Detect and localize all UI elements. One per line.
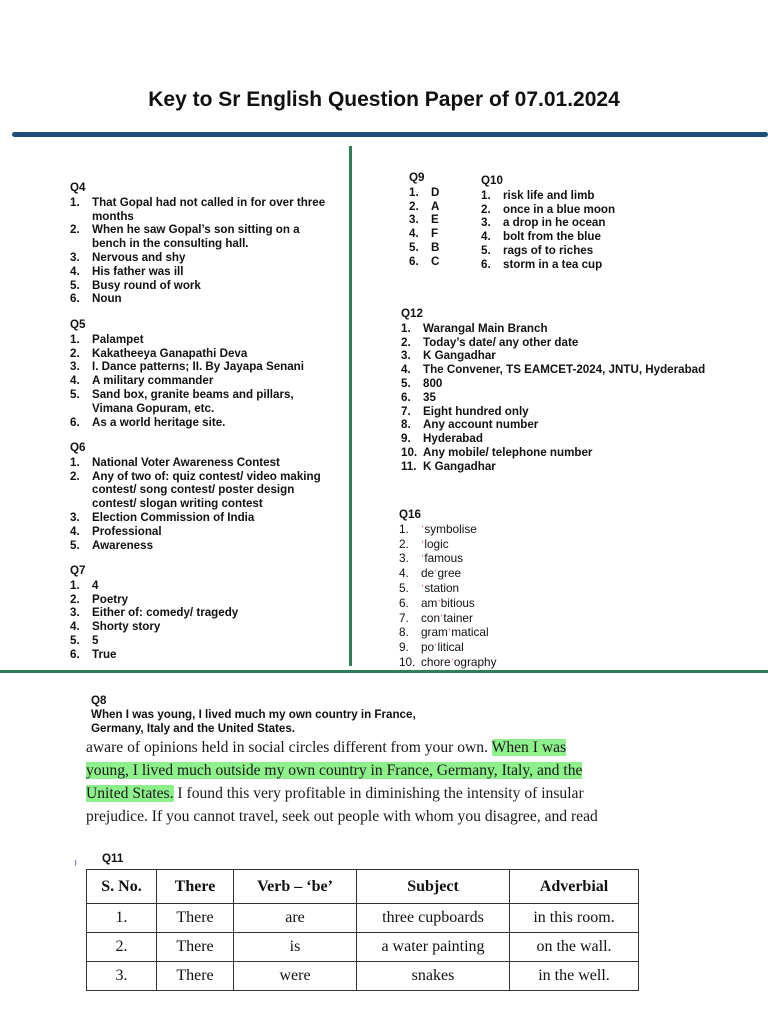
word-part: con [421, 610, 441, 625]
list-item [401, 405, 766, 419]
answer-list [70, 579, 335, 662]
table-cell: in the well. [510, 962, 639, 991]
stress-mark-icon: ˈ [437, 598, 441, 610]
item-number: 5. [399, 580, 409, 595]
item-text: K Gangadhar [423, 459, 496, 473]
table-cell: There [157, 933, 234, 962]
list-item [409, 241, 469, 255]
item-number: 6. [481, 257, 491, 271]
item-number: 3. [409, 213, 419, 227]
item-number: 6. [70, 292, 80, 306]
item-number: 8. [401, 418, 411, 432]
table-cell: a water painting [357, 933, 510, 962]
stress-mark-icon: ˈ [421, 583, 425, 595]
item-number: 6. [70, 415, 80, 429]
list-item [401, 363, 766, 377]
item-text: A military commander [92, 374, 214, 388]
column-header: Verb – ‘be’ [234, 870, 357, 904]
title-rule [12, 132, 768, 137]
item-number: 5. [70, 387, 80, 401]
stress-mark-icon: ˈ [434, 569, 438, 581]
section-divider [0, 670, 768, 673]
question-heading: Q12 [401, 307, 423, 320]
item-text: Any account number [423, 418, 539, 432]
list-item [481, 203, 681, 217]
item-text: Any mobile/ telephone number [423, 445, 593, 459]
word-part: station [424, 580, 460, 595]
scan-mark-icon: ⁾ [74, 858, 77, 872]
list-item [401, 349, 766, 363]
list-item [70, 620, 335, 634]
item-text: I. Dance patterns; II. By Jayapa Senani [92, 360, 304, 374]
answer-block-q6 [70, 441, 335, 552]
table-cell: were [234, 962, 357, 991]
list-item [409, 186, 469, 200]
item-number: 4. [409, 227, 419, 241]
item-number: 9. [401, 432, 411, 446]
stress-mark-icon: ˈ [440, 613, 444, 625]
stress-mark-icon: ˈ [450, 657, 454, 669]
q8-answer: When I was young, I lived much my own country in France, Germany, Italy and the United States. [91, 707, 416, 735]
stress-mark-icon: ˈ [447, 628, 452, 640]
item-text: Noun [92, 292, 122, 306]
item-number: 4. [70, 620, 80, 634]
answer-block-q7 [70, 564, 335, 662]
column-header: S. No. [87, 870, 157, 904]
list-item [70, 579, 335, 593]
item-number: 2. [70, 469, 80, 483]
list-item [409, 227, 469, 241]
item-number: 6. [401, 390, 411, 404]
item-number: 5. [70, 278, 80, 292]
question-heading: Q6 [70, 441, 86, 454]
question-heading: Q16 [399, 508, 421, 521]
list-item [481, 244, 681, 258]
item-number: 5. [70, 538, 80, 552]
question-heading: Q9 [409, 171, 425, 184]
item-text: Poetry [92, 592, 129, 606]
column-header: Subject [357, 870, 510, 904]
word-part: famous [424, 551, 464, 566]
list-item [70, 634, 335, 648]
item-number: 3. [70, 360, 80, 374]
item-number: 3. [399, 551, 409, 566]
list-item [481, 258, 681, 272]
item-text: National Voter Awareness Contest [92, 455, 280, 469]
item-text: D [431, 185, 440, 199]
table-cell: 3. [87, 962, 157, 991]
answer-list [481, 189, 681, 272]
list-item [70, 292, 335, 306]
item-text: Professional [92, 524, 162, 538]
table-cell: on the wall. [510, 933, 639, 962]
table-cell: There [157, 962, 234, 991]
question-heading: Q5 [70, 318, 86, 331]
item-number: 3. [401, 349, 411, 363]
list-item [70, 539, 335, 553]
table-cell: There [157, 904, 234, 933]
list-item [399, 567, 599, 582]
table-cell: snakes [357, 962, 510, 991]
item-number: 4. [481, 230, 491, 244]
excerpt-highlight: When I was young, I lived much outside my own country in France, Germany, Italy, and the United States. [86, 739, 583, 802]
answer-block-q16 [399, 508, 599, 671]
column-header: Adverbial [510, 870, 639, 904]
answer-list [70, 456, 335, 553]
word-part: de [421, 566, 435, 581]
item-number: 1. [70, 578, 80, 592]
item-number: 1. [70, 455, 80, 469]
item-text: Hyderabad [423, 432, 483, 446]
item-number: 1. [399, 521, 409, 536]
answer-block-q10 [481, 174, 681, 272]
item-text: E [431, 213, 439, 227]
answer-block-q4 [70, 181, 335, 306]
list-item [70, 648, 335, 662]
item-number: 6. [409, 254, 419, 268]
item-number: 4. [70, 524, 80, 538]
question-heading: Q10 [481, 174, 503, 187]
item-text: Busy round of work [92, 278, 201, 292]
item-text: Sand box, granite beams and pillars, Vimana Gopuram, etc. [92, 387, 294, 415]
stress-list [399, 523, 599, 671]
list-item [401, 460, 766, 474]
excerpt-cut-line: aware of opinions held in social circles different from your own. [86, 739, 488, 756]
column-header: There [157, 870, 234, 904]
stress-mark-icon: ˈ [434, 643, 438, 655]
item-text: 5 [92, 633, 99, 647]
item-number: 2. [401, 335, 411, 349]
item-number: 3. [481, 216, 491, 230]
item-text: The Convener, TS EAMCET-2024, JNTU, Hyderabad [423, 363, 706, 377]
answer-block-q9 [409, 171, 469, 269]
item-text: B [431, 240, 440, 254]
list-item [399, 597, 599, 612]
word-part: matical [451, 625, 489, 640]
table-cell: in this room. [510, 904, 639, 933]
item-number: 1. [401, 321, 411, 335]
item-number: 7. [399, 610, 409, 625]
question-heading: Q11 [102, 852, 124, 865]
q11-table [86, 869, 639, 991]
list-item [401, 336, 766, 350]
item-number: 5. [401, 376, 411, 390]
scanned-excerpt [86, 736, 606, 828]
list-item [409, 213, 469, 227]
item-number: 1. [70, 195, 80, 209]
item-number: 2. [70, 223, 80, 237]
table-row [87, 904, 639, 933]
table-row [87, 962, 639, 991]
item-number: 7. [401, 404, 411, 418]
item-number: 4. [70, 374, 80, 388]
list-item [481, 230, 681, 244]
list-item [70, 251, 335, 265]
table-cell: are [234, 904, 357, 933]
item-text: Kakatheeya Ganapathi Deva [92, 346, 248, 360]
item-number: 3. [70, 606, 80, 620]
item-number: 5. [409, 240, 419, 254]
item-text: Nervous and shy [92, 250, 186, 264]
item-number: 2. [70, 346, 80, 360]
word-part: gree [437, 566, 462, 581]
word-part: chore [421, 654, 451, 669]
item-text: 800 [423, 376, 443, 390]
answer-list [70, 333, 335, 430]
item-text: bolt from the blue [503, 230, 601, 244]
list-item [399, 538, 599, 553]
item-number: 2. [481, 202, 491, 216]
list-item [70, 416, 335, 430]
answer-list [409, 186, 469, 269]
item-number: 1. [409, 185, 419, 199]
item-number: 4. [401, 363, 411, 377]
item-text: Eight hundred only [423, 404, 529, 418]
item-text: risk life and limb [503, 188, 595, 202]
page-title: Key to Sr English Question Paper of 07.01.2024 [148, 88, 620, 111]
stress-mark-icon: ˈ [421, 554, 425, 566]
list-item [399, 612, 599, 627]
word-part: gram [421, 625, 448, 640]
table-cell: is [234, 933, 357, 962]
list-item [481, 216, 681, 230]
item-text: Either of: comedy/ tragedy [92, 606, 239, 620]
item-text: F [431, 227, 439, 241]
answer-block-q12 [401, 307, 766, 474]
table-header-row [87, 870, 639, 904]
item-text: Shorty story [92, 620, 161, 634]
item-number: 6. [70, 647, 80, 661]
list-item [70, 511, 335, 525]
answer-block-q8 [91, 694, 431, 735]
list-item [481, 189, 681, 203]
item-number: 6. [399, 595, 409, 610]
item-number: 8. [399, 625, 409, 640]
answer-list [401, 322, 766, 474]
word-part: ography [453, 654, 497, 669]
item-text: That Gopal had not called in for over three months [92, 195, 326, 223]
item-number: 3. [70, 510, 80, 524]
list-item [401, 446, 766, 460]
list-item [399, 582, 599, 597]
word-part: bitious [440, 595, 475, 610]
table-row [87, 933, 639, 962]
item-text: When he saw Gopal’s son sitting on a bench in the consulting hall. [92, 223, 300, 251]
answer-block-q5 [70, 318, 335, 429]
item-number: 2. [399, 536, 409, 551]
item-number: 1. [481, 188, 491, 202]
table-cell: three cupboards [357, 904, 510, 933]
word-part: am [421, 595, 438, 610]
word-part: tainer [443, 610, 473, 625]
list-item [70, 525, 335, 539]
list-item [70, 456, 335, 470]
table-cell: 1. [87, 904, 157, 933]
item-number: 10. [401, 445, 418, 459]
item-number: 4. [70, 264, 80, 278]
item-text: Any of two of: quiz contest/ video making contest/ song contest/ poster design contest/ slogan writing contest [92, 469, 321, 511]
item-text: Warangal Main Branch [423, 321, 548, 335]
item-text: Awareness [92, 538, 154, 552]
item-number: 9. [399, 640, 409, 655]
word-part: logic [424, 536, 449, 551]
list-item [401, 377, 766, 391]
list-item [70, 333, 335, 347]
item-text: As a world heritage site. [92, 415, 226, 429]
list-item [399, 552, 599, 567]
list-item [70, 606, 335, 620]
item-text: Election Commission of India [92, 510, 255, 524]
item-number: 5. [481, 243, 491, 257]
list-item [70, 374, 335, 388]
list-item [399, 523, 599, 538]
item-number: 3. [70, 250, 80, 264]
item-text: 35 [423, 390, 436, 404]
item-number: 2. [409, 199, 419, 213]
item-text: True [92, 647, 117, 661]
item-text: K Gangadhar [423, 349, 496, 363]
item-text: a drop in he ocean [503, 216, 606, 230]
list-item [409, 200, 469, 214]
column-divider [349, 146, 352, 666]
item-number: 2. [70, 592, 80, 606]
word-part: symbolise [424, 521, 477, 536]
question-heading: Q7 [70, 564, 86, 577]
item-text: 4 [92, 578, 99, 592]
answer-list [70, 196, 335, 306]
list-item [401, 322, 766, 336]
excerpt-rest: I found this very profitable in diminishing the intensity of insular prejudice. If you cannot travel, seek out people with whom you disagree, and read [86, 785, 598, 825]
list-item [399, 656, 599, 671]
list-item [70, 388, 335, 416]
list-item [70, 223, 335, 251]
item-text: Palampet [92, 332, 144, 346]
item-text: His father was ill [92, 264, 184, 278]
list-item [409, 255, 469, 269]
list-item [399, 641, 599, 656]
item-text: C [431, 254, 440, 268]
question-heading: Q8 [91, 694, 107, 707]
item-text: A [431, 199, 440, 213]
item-number: 10. [399, 654, 416, 669]
table-cell: 2. [87, 933, 157, 962]
word-part: litical [437, 640, 464, 655]
item-number: 4. [399, 566, 409, 581]
item-number: 5. [70, 633, 80, 647]
item-number: 11. [401, 459, 417, 473]
item-text: Today’s date/ any other date [423, 335, 579, 349]
word-part: po [421, 640, 435, 655]
list-item [70, 279, 335, 293]
question-heading: Q4 [70, 181, 86, 194]
item-number: 1. [70, 332, 80, 346]
list-item [399, 626, 599, 641]
item-text: once in a blue moon [503, 202, 616, 216]
stress-mark-icon: ˈ [421, 539, 425, 551]
stress-mark-icon: ˈ [421, 524, 425, 536]
list-item [401, 418, 766, 432]
item-text: storm in a tea cup [503, 257, 603, 271]
list-item [70, 265, 335, 279]
list-item [401, 391, 766, 405]
list-item [70, 347, 335, 361]
item-text: rags of to riches [503, 243, 594, 257]
list-item [70, 470, 335, 511]
list-item [70, 360, 335, 374]
list-item [70, 196, 335, 224]
list-item [70, 593, 335, 607]
list-item [401, 432, 766, 446]
